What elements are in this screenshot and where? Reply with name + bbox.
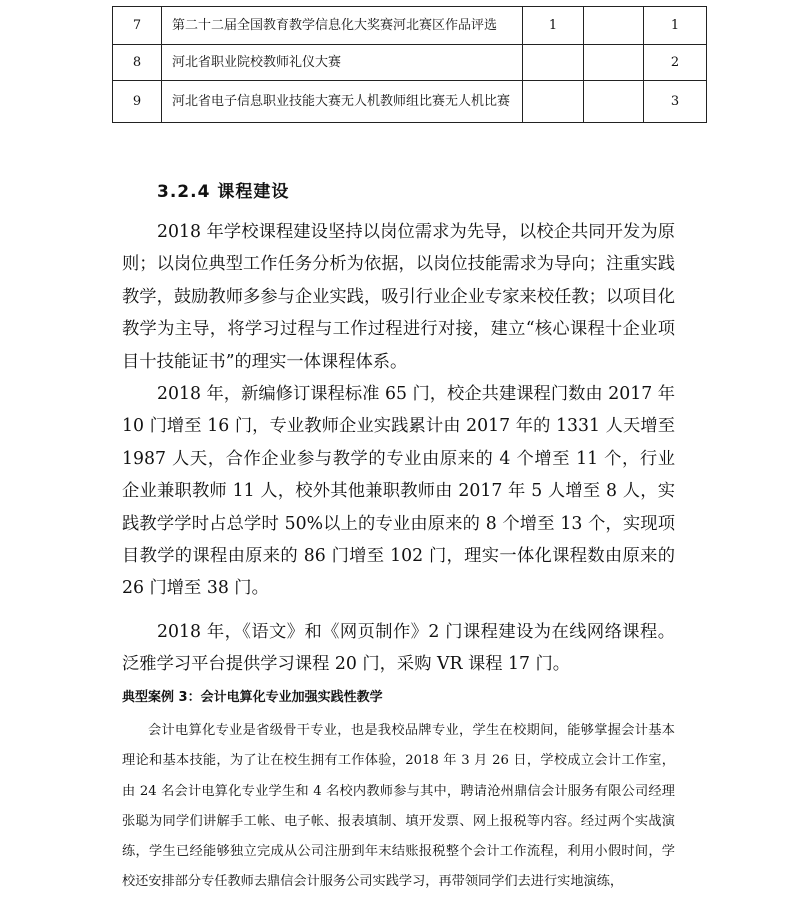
row-index: 8	[113, 45, 162, 81]
body-paragraph: 2018 年，新编修订课程标准 65 门，校企共建课程门数由 2017 年 10 门增至 16 门，专业教师企业实践累计由 2017 年的 1331 人天增至 1987 人天，合作企业参与教学的专业由原来的 4 个增至 11 个，行业企业兼职教师 11 人，校外其他兼职教师由 2017 年 5 人增至 8 人，实践教学学时占总学时 50%以上的专业由原来的 8 个增至 13 个，实现项目教学的课程由原来的 86 门增至 102 门，理实一体化课程数由原来的 26 门增至 38 门。	[122, 384, 675, 599]
table-cell	[523, 45, 584, 81]
case-title: 典型案例 3：会计电算化专业加强实践性教学	[122, 690, 383, 705]
table-cell: 1	[644, 7, 707, 45]
table-row	[113, 45, 707, 81]
case-paragraph: 会计电算化专业是省级骨干专业，也是我校品牌专业，学生在校期间，能够掌握会计基本理论和基本技能，为了让在校生拥有工作体验，2018 年 3 月 26 日，学校成立会计工作室，由 24 名会计电算化专业学生和 4 名校内教师参与其中，聘请沧州鼎信会计服务有限公司经理张聪为同学们讲解手工帐、电子帐、报表填制、填开发票、网上报税等内容。经过两个实战演练，学生已经能够独立完成从公司注册到年末结账报税整个会计工作流程，利用小假时间，学校还安排部分专任教师去鼎信会计服务公司实践学习，再带领同学们去进行实地演练，	[122, 723, 675, 890]
award-table	[112, 6, 707, 123]
section-heading: 3.2.4 课程建设	[157, 182, 290, 202]
body-paragraph: 2018 年学校课程建设坚持以岗位需求为先导，以校企共同开发为原则；以岗位典型工作任务分析为依据，以岗位技能需求为导向；注重实践教学，鼓励教师多参与企业实践，吸引行业企业专家来校任教；以项目化教学为主导，将学习过程与工作过程进行对接，建立“核心课程十企业项目十技能证书”的理实一体课程体系。	[122, 222, 676, 372]
competition-name: 河北省电子信息职业技能大赛无人机教师组比赛无人机比赛	[162, 81, 523, 123]
table-cell	[523, 81, 584, 123]
table-row	[113, 7, 707, 45]
body-paragraph: 2018 年，《语文》和《网页制作》2 门课程建设为在线网络课程。泛雅学习平台提供学习课程 20 门，采购 VR 课程 17 门。	[122, 622, 675, 675]
competition-name: 第二十二届全国教育教学信息化大奖赛河北赛区作品评选	[162, 7, 523, 45]
row-index: 9	[113, 81, 162, 123]
competition-name: 河北省职业院校教师礼仪大赛	[162, 45, 523, 81]
row-index: 7	[113, 7, 162, 45]
table-cell	[584, 7, 644, 45]
table-cell: 3	[644, 81, 707, 123]
table-cell: 2	[644, 45, 707, 81]
table-cell: 1	[523, 7, 584, 45]
table-cell	[584, 81, 644, 123]
table-row	[113, 81, 707, 123]
table-cell	[584, 45, 644, 81]
